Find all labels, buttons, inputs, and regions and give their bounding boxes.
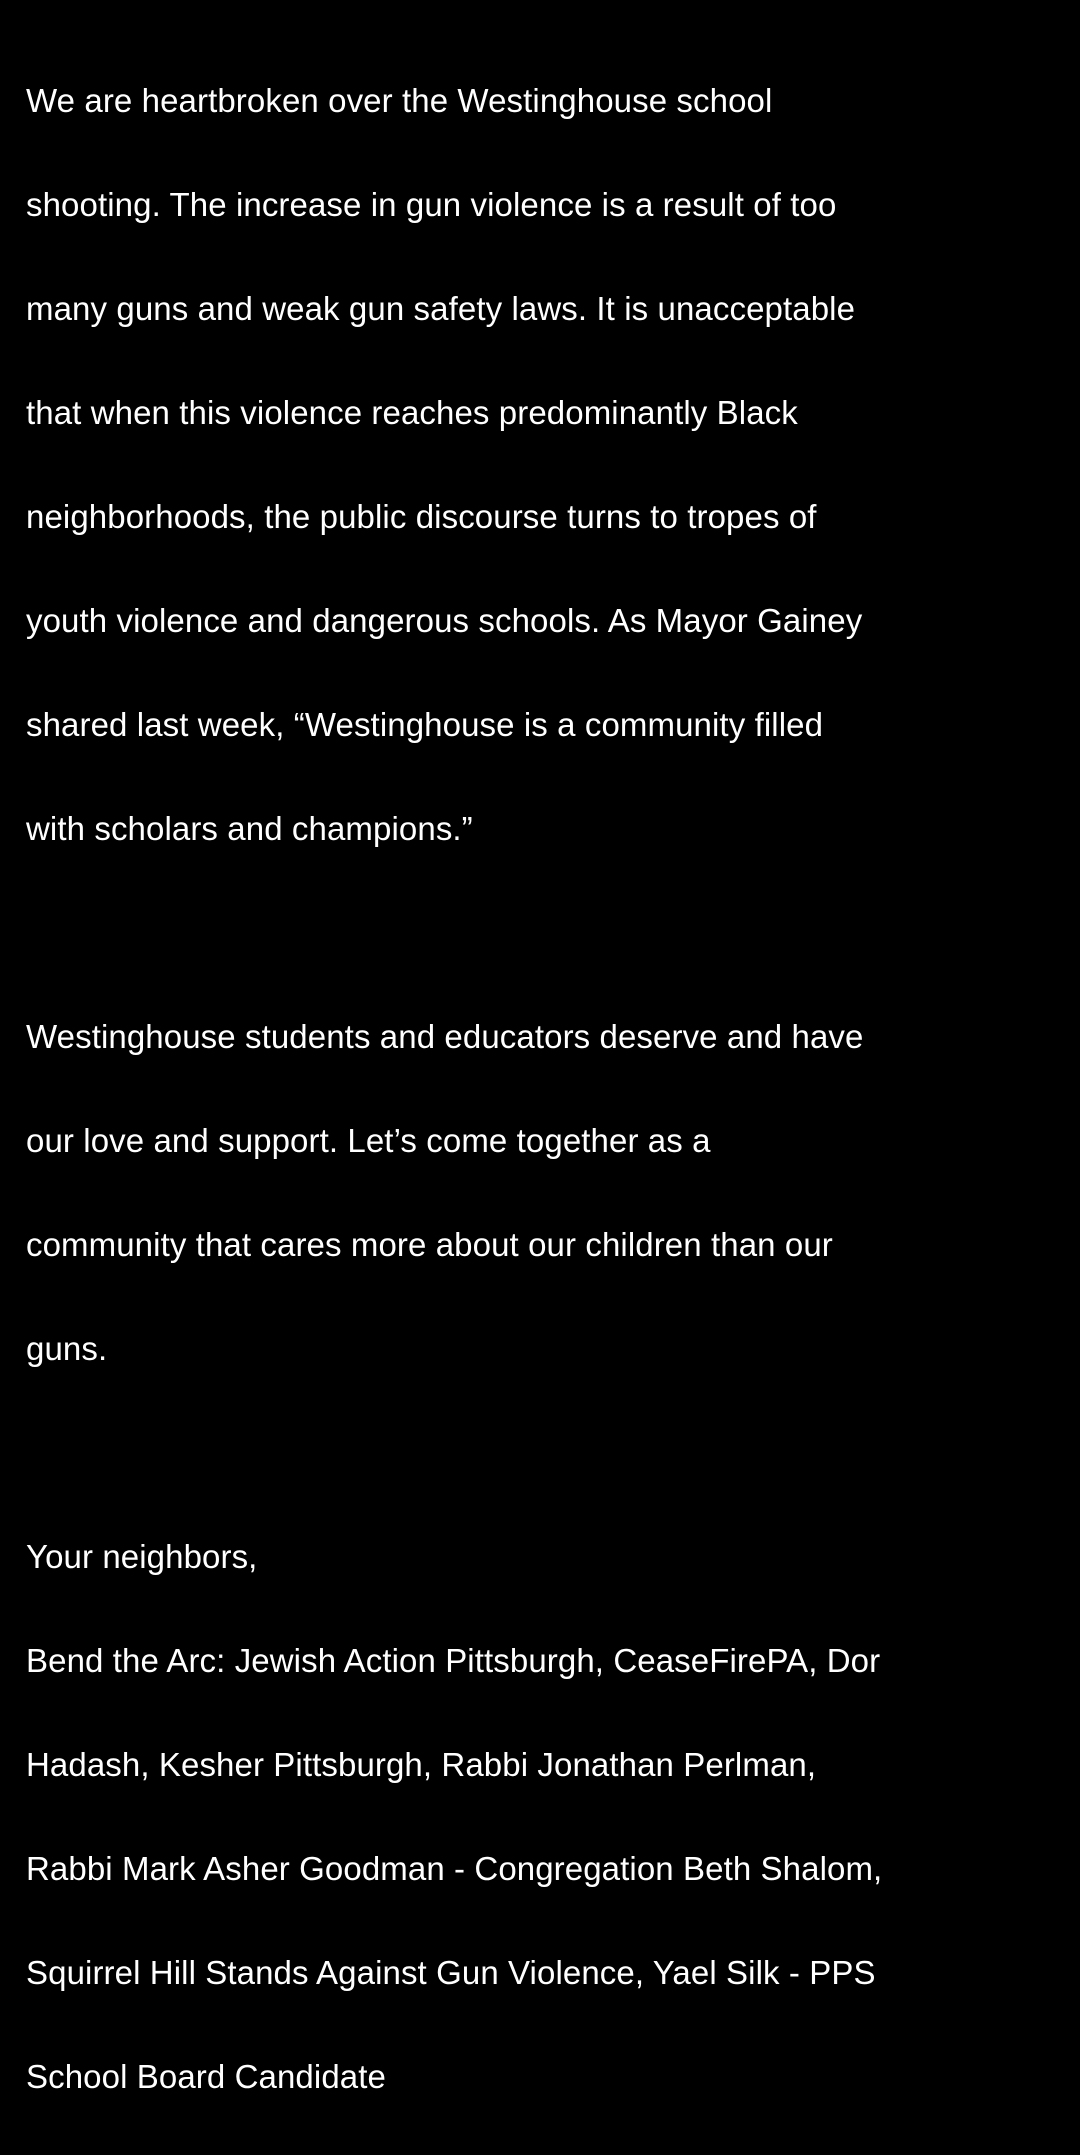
text-line: We are heartbroken over the Westinghouse school	[26, 82, 773, 119]
signatories-line: Rabbi Mark Asher Goodman - Congregation Beth Shalom,	[26, 1850, 883, 1887]
text-line: with scholars and champions.”	[26, 810, 473, 847]
text-line: youth violence and dangerous schools. As Mayor Gainey	[26, 602, 863, 639]
signatories-line: Bend the Arc: Jewish Action Pittsburgh, CeaseFirePA, Dor	[26, 1642, 881, 1679]
text-line: shooting. The increase in gun violence is a result of too	[26, 186, 837, 223]
paragraph-spacer	[26, 1427, 1054, 1479]
signatories-line: Squirrel Hill Stands Against Gun Violence, Yael Silk - PPS	[26, 1954, 876, 1991]
paragraph-spacer	[26, 907, 1054, 959]
paragraph-heartbroken	[26, 23, 1054, 907]
text-line: guns.	[26, 1330, 108, 1367]
signatories-line: Hadash, Kesher Pittsburgh, Rabbi Jonathan Perlman,	[26, 1746, 817, 1783]
text-line: our love and support. Let’s come together as a	[26, 1122, 711, 1159]
text-line: shared last week, “Westinghouse is a community filled	[26, 706, 824, 743]
signoff-line: Your neighbors,	[26, 1538, 258, 1575]
text-line: many guns and weak gun safety laws. It is unacceptable	[26, 290, 856, 327]
signature-block	[26, 1479, 1054, 2155]
text-line: Westinghouse students and educators deserve and have	[26, 1018, 864, 1055]
signatories-line: School Board Candidate	[26, 2058, 386, 2095]
paragraph-support	[26, 959, 1054, 1427]
text-line: neighborhoods, the public discourse turns to tropes of	[26, 498, 817, 535]
text-line: community that cares more about our children than our	[26, 1226, 833, 1263]
text-line: that when this violence reaches predominantly Black	[26, 394, 798, 431]
